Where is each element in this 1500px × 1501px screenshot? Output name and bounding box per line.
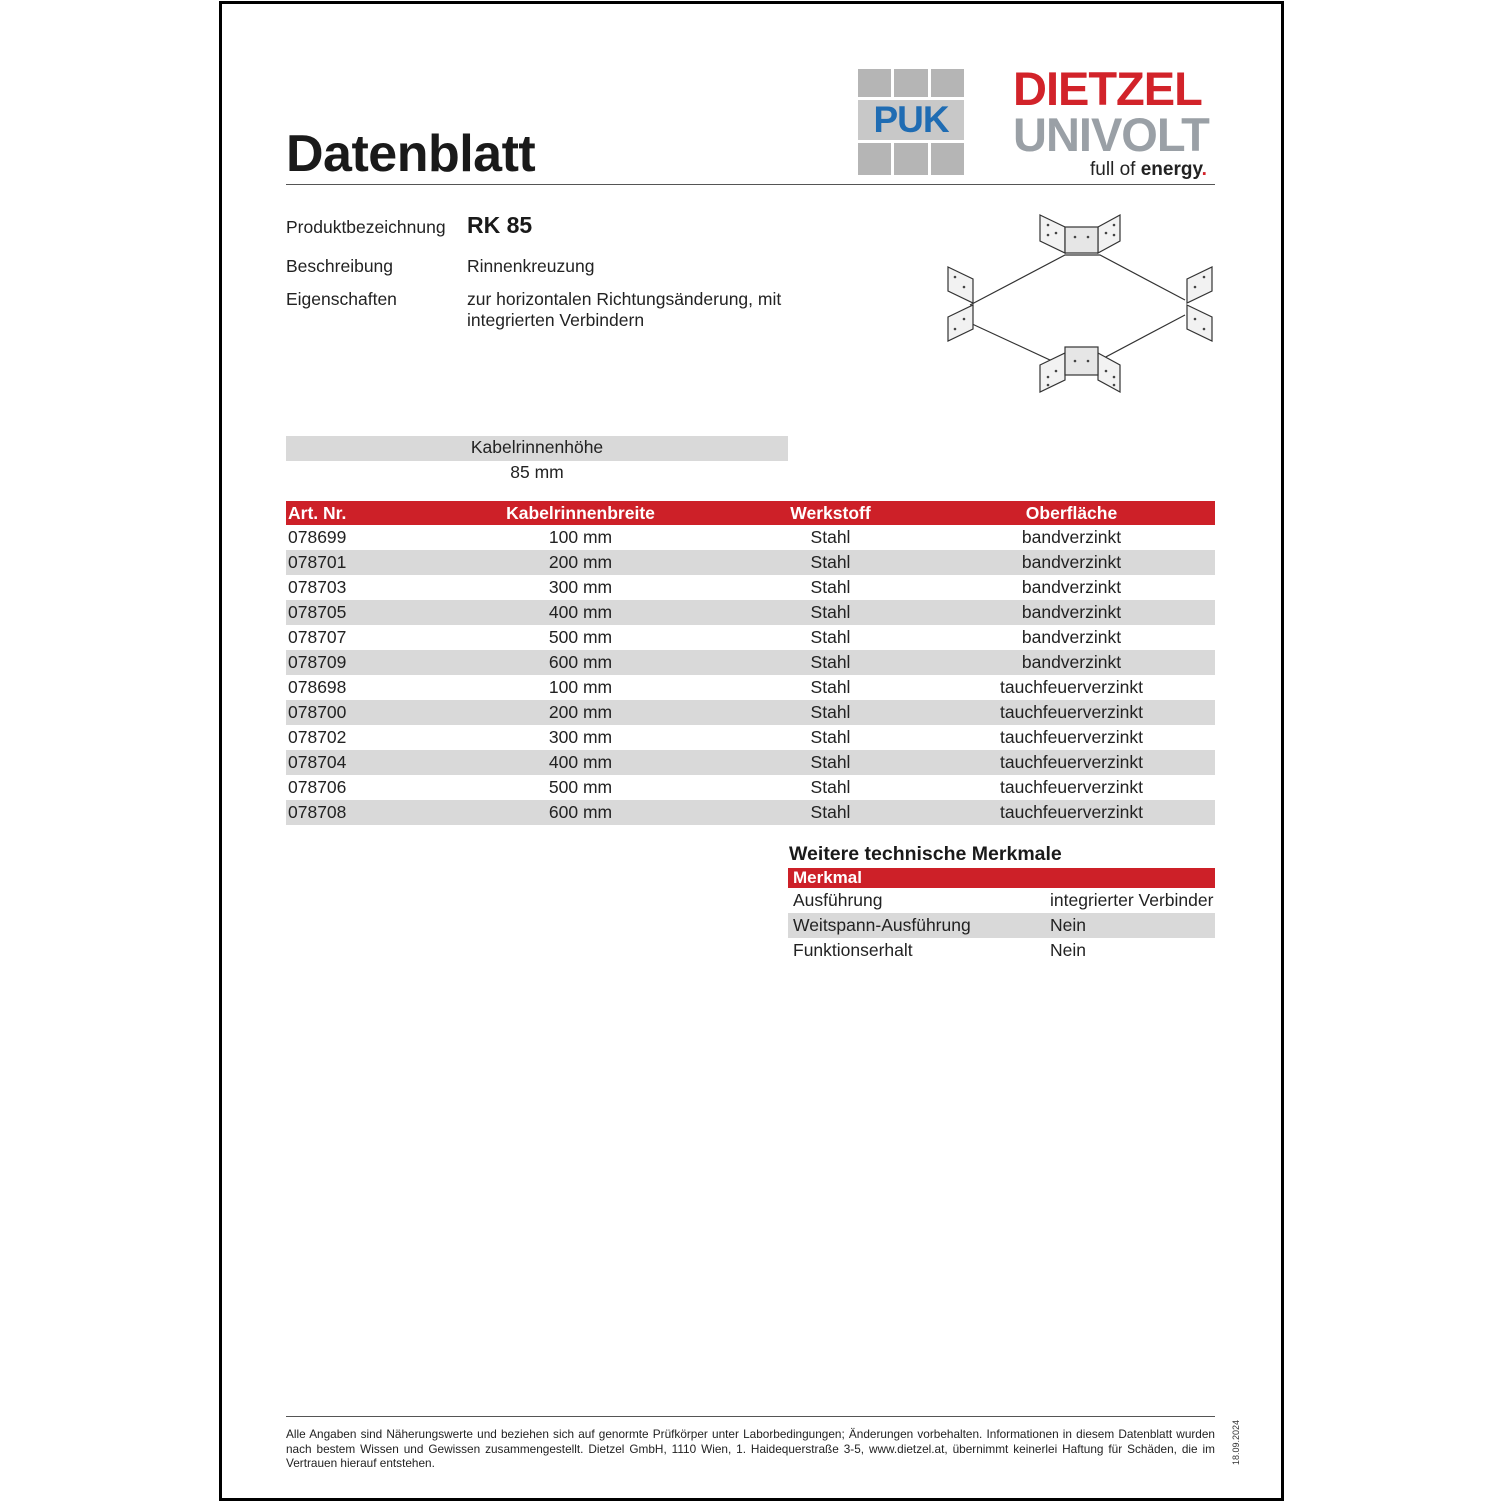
cell-breite: 600 mm xyxy=(428,650,733,675)
univolt-logo-text: UNIVOLT xyxy=(1013,108,1209,161)
footer-date: 18.09.2024 xyxy=(1231,1419,1241,1465)
cell-werkstoff: Stahl xyxy=(733,600,928,625)
col-header-oberflaeche: Oberfläche xyxy=(928,501,1215,525)
cell-breite: 400 mm xyxy=(428,600,733,625)
properties-line-2: integrierten Verbindern xyxy=(467,310,645,330)
description-label: Beschreibung xyxy=(286,256,394,276)
feature-row xyxy=(788,913,1215,938)
feature-row xyxy=(788,888,1215,913)
table-row xyxy=(286,600,1215,625)
cell-breite: 600 mm xyxy=(428,800,733,825)
table-row xyxy=(286,700,1215,725)
product-name-label: Produktbezeichnung xyxy=(286,217,446,237)
puk-logo-text: PUK xyxy=(873,99,949,140)
cell-werkstoff: Stahl xyxy=(733,700,928,725)
feature-row xyxy=(788,938,1215,963)
cell-breite: 400 mm xyxy=(428,750,733,775)
cell-oberflaeche: bandverzinkt xyxy=(928,600,1215,625)
cell-art-nr: 078709 xyxy=(286,650,428,675)
feature-name: Ausführung xyxy=(793,890,883,910)
features-header-row xyxy=(788,868,1215,888)
height-label: Kabelrinnenhöhe xyxy=(470,437,604,457)
product-drawing xyxy=(940,205,1220,400)
cell-breite: 100 mm xyxy=(548,677,613,697)
table-row xyxy=(286,775,1215,800)
feature-name: Funktionserhalt xyxy=(793,940,913,960)
footer-divider xyxy=(286,1416,1215,1417)
cell-art-nr: 078700 xyxy=(286,700,428,725)
dietzel-logo-text: DIETZEL xyxy=(1013,62,1202,115)
cell-breite: 300 mm xyxy=(548,577,613,597)
header-divider xyxy=(286,184,1215,185)
cell-oberflaeche: tauchfeuerverzinkt xyxy=(1000,677,1143,697)
cell-oberflaeche: tauchfeuerverzinkt xyxy=(1000,727,1143,747)
feature-name: Weitspann-Ausführung xyxy=(788,913,1045,938)
cell-art-nr: 078701 xyxy=(286,550,428,575)
cell-oberflaeche: bandverzinkt xyxy=(1021,577,1122,597)
feature-value: Nein xyxy=(1045,913,1215,938)
col-header-werkstoff: Werkstoff xyxy=(733,501,928,525)
cell-art-nr: 078706 xyxy=(288,777,347,797)
col-header-art-nr: Art. Nr. xyxy=(286,501,428,525)
table-row xyxy=(286,750,1215,775)
cell-oberflaeche: bandverzinkt xyxy=(928,550,1215,575)
properties-line-1: zur horizontalen Richtungsänderung, mit xyxy=(467,289,782,309)
cell-werkstoff: Stahl xyxy=(733,800,928,825)
slogan: full of energy. xyxy=(1090,159,1207,180)
height-value: 85 mm xyxy=(510,462,564,482)
cell-oberflaeche: tauchfeuerverzinkt xyxy=(928,700,1215,725)
features-header: Merkmal xyxy=(788,868,1215,888)
cell-breite: 200 mm xyxy=(428,550,733,575)
table-row xyxy=(286,650,1215,675)
cell-werkstoff: Stahl xyxy=(733,550,928,575)
cell-werkstoff: Stahl xyxy=(733,750,928,775)
cell-art-nr: 078703 xyxy=(288,577,347,597)
cell-werkstoff: Stahl xyxy=(810,577,851,597)
cell-werkstoff: Stahl xyxy=(810,777,851,797)
cell-werkstoff: Stahl xyxy=(810,627,851,647)
table-header-row xyxy=(286,501,1215,525)
features-table xyxy=(788,868,1215,963)
table-row xyxy=(286,625,1215,650)
cell-breite: 300 mm xyxy=(548,727,613,747)
footer-disclaimer: Alle Angaben sind Näherungswerte und beziehen sich auf genormte Prüfkörper unter Laborbedingungen; Änderungen vorbehalten. Informationen in diesem Datenblatt wurden nach bestem Wissen und Gewissen zusammengestellt. Dietzel GmbH, 1110 Wien, 1. Haidequerstraße 3-5, www.dietzel.at, übernimmt keinerlei Haftung für Schäden, die im Vertrauen hierauf entstehen. xyxy=(286,1427,1215,1470)
properties-label: Eigenschaften xyxy=(286,289,397,309)
cell-art-nr: 078708 xyxy=(286,800,428,825)
cell-werkstoff: Stahl xyxy=(810,727,851,747)
table-row xyxy=(286,575,1215,600)
product-name: RK 85 xyxy=(467,212,533,238)
cell-werkstoff: Stahl xyxy=(733,650,928,675)
cell-art-nr: 078705 xyxy=(286,600,428,625)
article-table xyxy=(286,501,1215,825)
table-row xyxy=(286,525,1215,550)
page-title: Datenblatt xyxy=(286,125,536,183)
table-row xyxy=(286,550,1215,575)
cell-werkstoff: Stahl xyxy=(810,527,851,547)
feature-value: Nein xyxy=(1050,940,1086,960)
cell-art-nr: 078704 xyxy=(286,750,428,775)
cell-oberflaeche: bandverzinkt xyxy=(1021,527,1122,547)
table-row xyxy=(286,800,1215,825)
cell-werkstoff: Stahl xyxy=(810,677,851,697)
cell-breite: 500 mm xyxy=(548,627,613,647)
cell-oberflaeche: bandverzinkt xyxy=(1021,627,1122,647)
cell-oberflaeche: bandverzinkt xyxy=(928,650,1215,675)
feature-value: integrierter Verbinder xyxy=(1050,890,1214,910)
table-row xyxy=(286,725,1215,750)
cell-art-nr: 078707 xyxy=(288,627,347,647)
cell-art-nr: 078698 xyxy=(288,677,347,697)
cell-breite: 100 mm xyxy=(548,527,613,547)
description-value: Rinnenkreuzung xyxy=(467,256,595,276)
cell-oberflaeche: tauchfeuerverzinkt xyxy=(1000,777,1143,797)
cell-breite: 500 mm xyxy=(548,777,613,797)
cell-oberflaeche: tauchfeuerverzinkt xyxy=(928,800,1215,825)
col-header-breite: Kabelrinnenbreite xyxy=(428,501,733,525)
table-row xyxy=(286,675,1215,700)
cell-art-nr: 078699 xyxy=(288,527,347,547)
cell-art-nr: 078702 xyxy=(288,727,347,747)
cell-breite: 200 mm xyxy=(428,700,733,725)
cell-oberflaeche: tauchfeuerverzinkt xyxy=(928,750,1215,775)
features-title: Weitere technische Merkmale xyxy=(789,843,1062,865)
